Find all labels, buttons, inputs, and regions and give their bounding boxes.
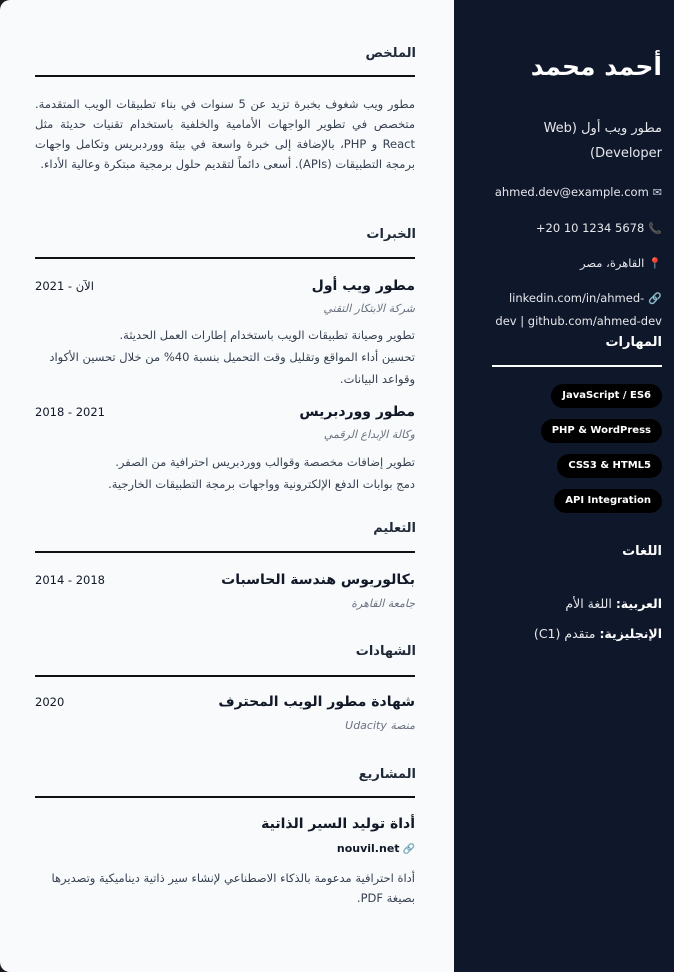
link-icon: 🔗 <box>648 292 662 305</box>
person-name: أحمد محمد <box>530 52 662 81</box>
summary-heading: الملخص <box>365 46 416 61</box>
skill-badge: JavaScript / ES6 <box>551 384 662 408</box>
education-heading: التعليم <box>373 521 416 536</box>
project-link-text[interactable]: nouvil.net <box>336 842 400 855</box>
job-bullet: تطوير وصيانة تطبيقات الويب باستخدام إطارات العمل الحديثة. <box>119 328 415 342</box>
links-text[interactable]: linkedin.com/in/ahmed-dev | github.com/ahmed-dev <box>495 291 662 328</box>
resume-sidebar <box>454 0 674 972</box>
envelope-icon: ✉ <box>652 186 662 199</box>
job-title: مطور ووردبريس <box>299 404 415 420</box>
skill-badge: PHP & WordPress <box>541 419 662 443</box>
job-headline: مطور ويب أول (Web Developer) <box>543 121 662 161</box>
project-title: أداة توليد السير الذاتية <box>261 816 415 832</box>
summary-text: مطور ويب شغوف بخبرة تزيد عن 5 سنوات في بناء تطبيقات الويب المتقدمة. متخصص في تطوير الواجهات الأمامية والخلفية باستخدام تقنيات حديثة مثل React و PHP، بالإضافة إلى خبرة واسعة في بيئة ووردبريس وتكامل واجهات برمجة التطبيقات (APIs). أسعى دائماً لتقديم حلول برمجية مبتكرة وعالية الأداء. <box>35 97 415 171</box>
skill-badge: CSS3 & HTML5 <box>557 454 662 478</box>
phone-text[interactable]: +20 10 1234 5678 <box>535 221 645 235</box>
certificates-divider <box>35 675 415 677</box>
pin-icon: 📍 <box>648 257 662 270</box>
project-description: أداة احترافية مدعومة بالذكاء الاصطناعي لإنشاء سير ذاتية ديناميكية وتصديرها بصيغة PDF. <box>51 871 415 905</box>
experience-divider <box>35 257 415 259</box>
degree-title: بكالوريوس هندسة الحاسبات <box>221 572 415 588</box>
degree-date: 2014 - 2018 <box>35 573 105 587</box>
contact-location <box>470 252 662 275</box>
certificate-issuer: منصة Udacity <box>345 719 415 732</box>
experience-heading: الخبرات <box>366 227 416 242</box>
project-link[interactable] <box>337 842 415 855</box>
projects-heading: المشاريع <box>358 767 416 782</box>
location-text: القاهرة، مصر <box>579 256 645 270</box>
languages-heading: اللغات <box>622 544 662 559</box>
skills-heading: المهارات <box>605 335 662 350</box>
job-date: 2021 - الآن <box>35 279 94 293</box>
contact-links[interactable] <box>492 287 662 332</box>
language-label: العربية: <box>615 596 662 611</box>
link-icon: 🔗 <box>402 844 415 855</box>
job-bullet: دمج بوابات الدفع الإلكترونية وواجهات برمجة التطبيقات الخارجية. <box>108 477 415 491</box>
language-item <box>534 626 662 641</box>
job-company: وكالة الإبداع الرقمي <box>323 428 415 441</box>
job-bullet: تطوير إضافات مخصصة وقوالب ووردبريس احترافية من الصفر. <box>115 455 415 469</box>
certificate-date: 2020 <box>35 695 65 709</box>
contact-phone[interactable] <box>470 217 662 240</box>
email-text[interactable]: ahmed.dev@example.com <box>494 185 649 199</box>
language-level: اللغة الأم <box>565 596 612 611</box>
skills-divider <box>492 365 662 367</box>
job-bullet: تحسين أداء المواقع وتقليل وقت التحميل بنسبة 40% من خلال تحسين الأكواد وقواعد البيانات. <box>49 350 415 386</box>
skills-list <box>502 384 662 524</box>
certificates-heading: الشهادات <box>355 644 416 659</box>
language-label: الإنجليزية: <box>599 626 662 641</box>
job-company: شركة الابتكار التقني <box>323 302 415 315</box>
certificate-title: شهادة مطور الويب المحترف <box>218 694 415 710</box>
contact-email[interactable] <box>470 181 662 204</box>
summary-divider <box>35 75 415 77</box>
job-date: 2018 - 2021 <box>35 405 105 419</box>
education-divider <box>35 551 415 553</box>
language-item <box>565 596 662 611</box>
projects-divider <box>35 796 415 798</box>
degree-school: جامعة القاهرة <box>351 597 415 610</box>
skill-badge: API Integration <box>554 489 662 513</box>
language-level: متقدم (C1) <box>533 626 596 641</box>
phone-icon: 📞 <box>648 222 662 235</box>
job-title: مطور ويب أول <box>311 278 415 294</box>
